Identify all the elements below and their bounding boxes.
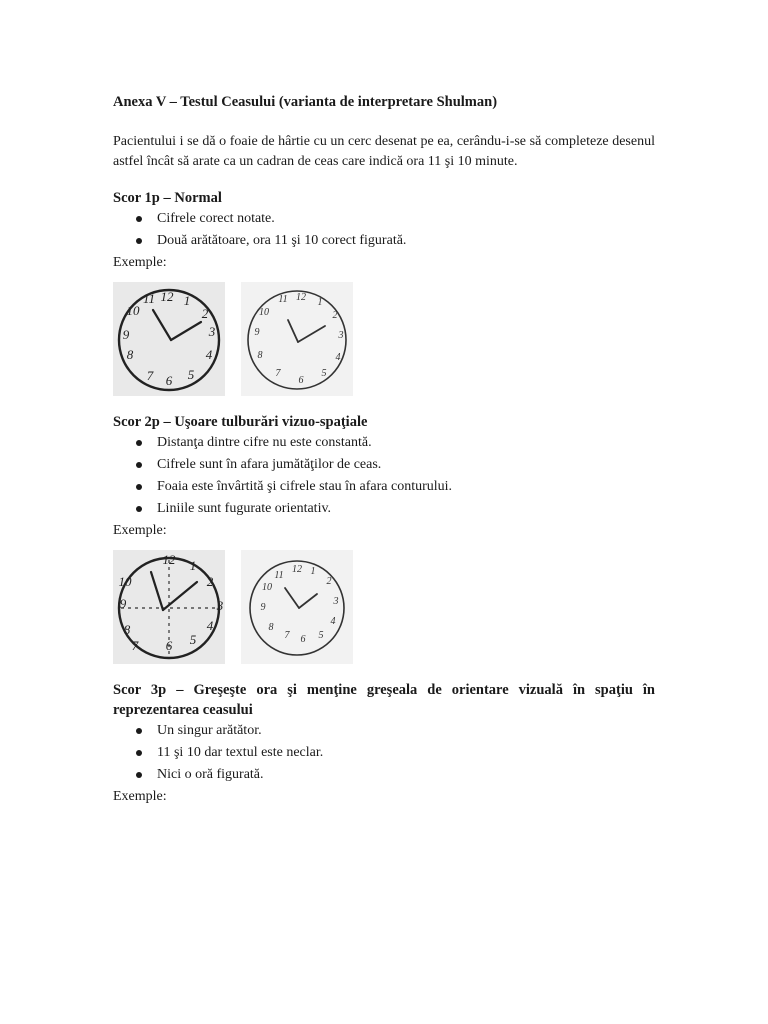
clock-digit: 5 xyxy=(189,632,197,647)
clock-drawing-image xyxy=(113,550,225,664)
section-score-1 xyxy=(113,188,655,396)
clock-digit: 9 xyxy=(254,327,260,338)
bullet-list xyxy=(113,432,655,520)
clock-drawing-svg xyxy=(241,550,353,664)
clock-digit: 2 xyxy=(332,310,338,321)
bullet-item: Liniile sunt fugurate orientativ. xyxy=(157,498,655,520)
clock-digit: 8 xyxy=(123,622,131,637)
document-body xyxy=(113,92,655,808)
clock-digit: 1 xyxy=(317,297,323,308)
clock-digit: 3 xyxy=(208,324,216,339)
clock-digit: 2 xyxy=(326,576,332,587)
clock-digit: 7 xyxy=(284,630,290,641)
clock-digit: 11 xyxy=(142,291,156,306)
examples-label: Exemple: xyxy=(113,523,167,538)
clock-digit: 6 xyxy=(300,634,306,645)
bullet-item: Cifrele sunt în afara jumătăţilor de ceas. xyxy=(157,454,655,476)
bullet-item: 11 şi 10 dar textul este neclar. xyxy=(157,742,655,764)
clock-digit: 1 xyxy=(310,566,316,577)
clock-drawing-image xyxy=(113,282,225,396)
clock-digit: 11 xyxy=(274,570,284,581)
clock-digit: 3 xyxy=(216,598,224,613)
bullet-list xyxy=(113,208,655,252)
section-score-3 xyxy=(113,680,655,808)
clock-digit: 1 xyxy=(189,558,197,573)
clock-digit: 9 xyxy=(260,602,266,613)
clock-drawing-svg xyxy=(113,550,225,664)
bullet-item: Nici o oră figurată. xyxy=(157,764,655,786)
bullet-item: Cifrele corect notate. xyxy=(157,208,655,230)
section-heading: Scor 2p – Uşoare tulburări vizuo-spaţiale xyxy=(113,414,368,430)
section-heading: Scor 1p – Normal xyxy=(113,190,222,206)
intro-paragraph: Pacientului i se dă o foaie de hârtie cu un cerc desenat pe ea, cerându-i-se să completeze desenul astfel încât să arate ca un cadran de ceas care indică ora 11 şi 10 minute. xyxy=(113,134,655,169)
clock-digit: 6 xyxy=(165,638,173,653)
clock-digit: 12 xyxy=(162,552,176,567)
bullet-list xyxy=(113,720,655,786)
clock-digit: 7 xyxy=(131,638,139,653)
clock-digit: 4 xyxy=(205,347,213,362)
clock-digit: 9 xyxy=(122,327,130,342)
clock-digit: 10 xyxy=(126,303,140,318)
clock-digit: 8 xyxy=(126,347,134,362)
clock-examples-row xyxy=(113,282,655,396)
clock-digit: 12 xyxy=(292,564,302,575)
clock-digit: 4 xyxy=(206,618,214,633)
clock-drawing-image xyxy=(241,550,353,664)
clock-examples-row xyxy=(113,550,655,664)
bullet-item: Foaia este învârtită şi cifrele stau în afara conturului. xyxy=(157,476,655,498)
clock-digit: 10 xyxy=(259,307,269,318)
page-title: Anexa V – Testul Ceasului (varianta de interpretare Shulman) xyxy=(113,94,498,110)
clock-digit: 10 xyxy=(262,582,272,593)
clock-drawing-image xyxy=(241,282,353,396)
examples-label: Exemple: xyxy=(113,255,167,270)
clock-digit: 7 xyxy=(275,368,281,379)
bullet-item: Două arătătoare, ora 11 şi 10 corect figurată. xyxy=(157,230,655,252)
clock-digit: 8 xyxy=(268,622,274,633)
clock-digit: 12 xyxy=(160,289,174,304)
clock-digit: 3 xyxy=(333,596,339,607)
clock-drawing-svg xyxy=(113,282,225,396)
examples-label: Exemple: xyxy=(113,789,167,804)
clock-digit: 4 xyxy=(330,616,336,627)
clock-digit: 2 xyxy=(206,574,214,589)
clock-digit: 7 xyxy=(146,368,154,383)
clock-digit: 8 xyxy=(257,350,263,361)
clock-digit: 3 xyxy=(338,330,344,341)
clock-digit: 11 xyxy=(278,294,288,305)
clock-digit: 6 xyxy=(298,375,304,386)
clock-drawing-svg xyxy=(241,282,353,396)
section-heading: Scor 3p – Greşeşte ora şi menţine greşeala de orientare vizuală în spaţiu în reprezentarea ceasului xyxy=(113,682,655,718)
clock-digit: 4 xyxy=(335,352,341,363)
clock-digit: 12 xyxy=(296,292,306,303)
section-score-2 xyxy=(113,412,655,664)
clock-digit: 9 xyxy=(119,596,127,611)
clock-digit: 2 xyxy=(201,306,209,321)
clock-digit: 10 xyxy=(118,574,132,589)
clock-digit: 6 xyxy=(165,373,173,388)
clock-digit: 5 xyxy=(318,630,324,641)
clock-digit: 1 xyxy=(183,293,191,308)
bullet-item: Un singur arătător. xyxy=(157,720,655,742)
clock-digit: 5 xyxy=(321,368,327,379)
clock-digit: 5 xyxy=(187,367,195,382)
bullet-item: Distanţa dintre cifre nu este constantă. xyxy=(157,432,655,454)
